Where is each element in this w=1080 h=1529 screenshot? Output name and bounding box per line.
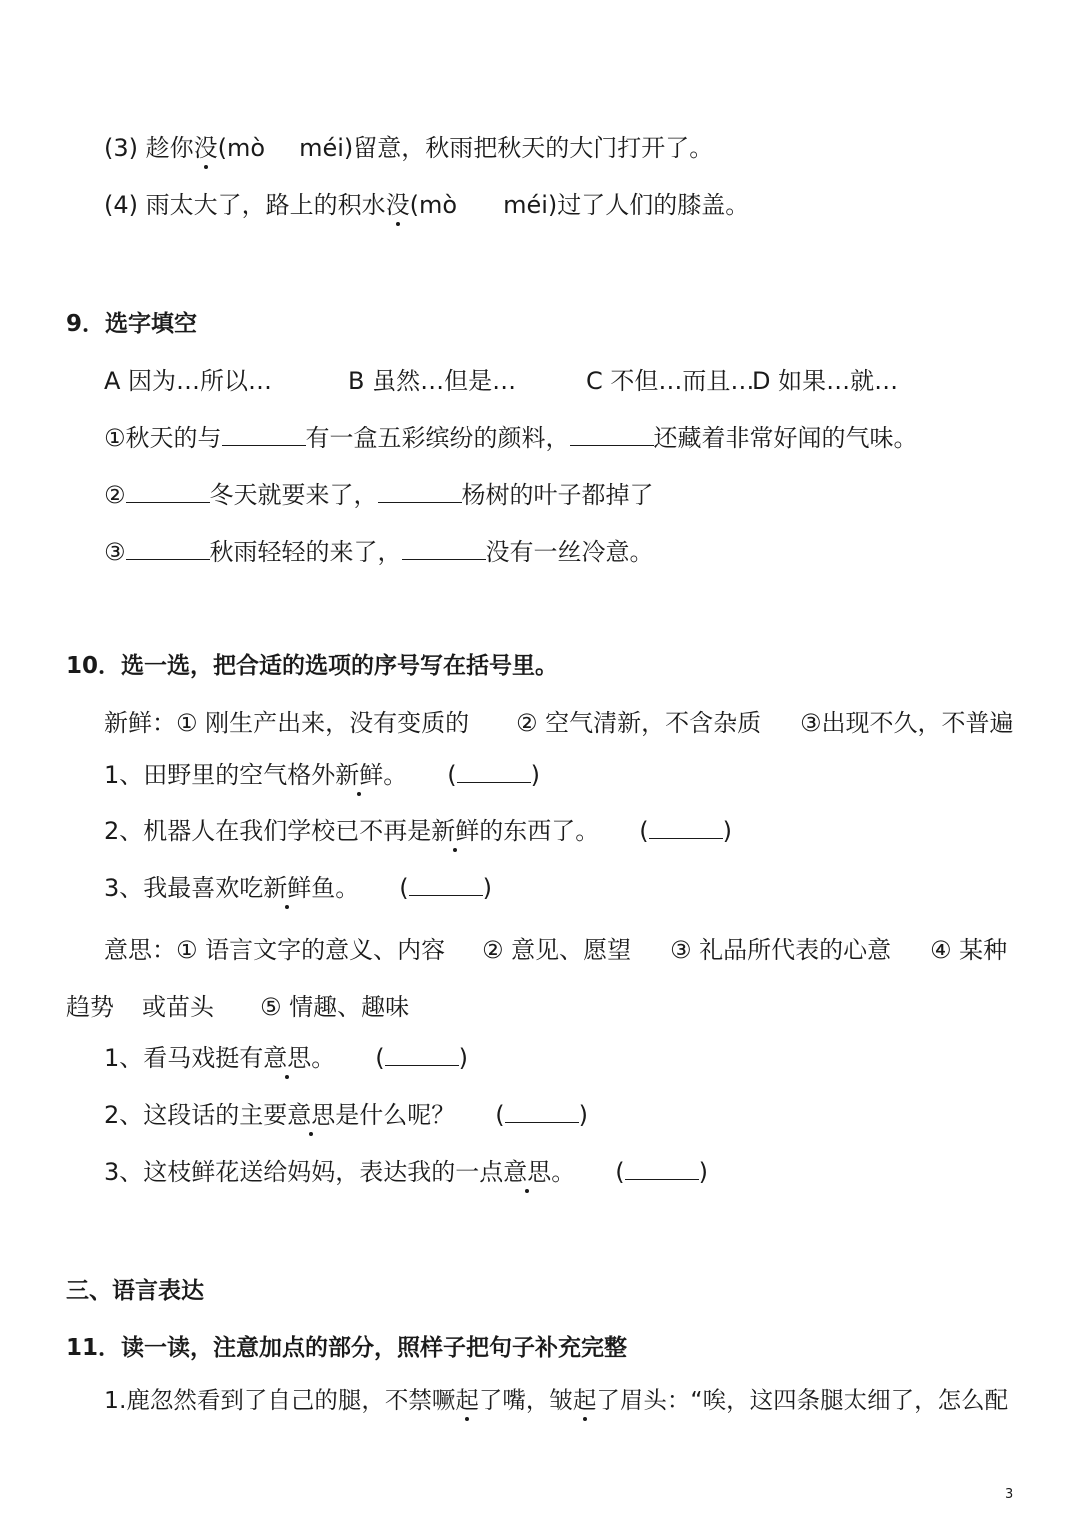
fill-blank[interactable] <box>378 480 462 503</box>
q9-sentence-2 <box>104 480 654 510</box>
yisi-def-4: ④ 某种 <box>930 936 1008 964</box>
fill-blank[interactable] <box>126 537 210 560</box>
q9-option-c: C 不但…而且… <box>586 367 755 395</box>
answer-blank[interactable] <box>649 816 723 839</box>
item-text: 3、这枝鲜花送给妈妈，表达我的一点 <box>104 1158 504 1186</box>
q9-option-d: D 如果…就… <box>752 367 899 395</box>
pinyin-option-a: (mò <box>409 191 458 219</box>
answer-blank[interactable] <box>505 1100 579 1123</box>
xinxian-def-3: ③出现不久，不普遍 <box>800 709 1014 737</box>
item-text-end: 。 <box>383 761 408 789</box>
q8-item-4-pre: (4) 雨太大了，路上的积水 <box>104 191 386 219</box>
paren-left: ( <box>615 1158 625 1186</box>
q9-sentence-1-part-b: 有一盒五彩缤纷的颜料， <box>305 424 570 452</box>
answer-blank[interactable] <box>625 1157 699 1180</box>
q8-item-4-post: 过了人们的膝盖。 <box>557 191 750 219</box>
item-text-end: 的东西了。 <box>479 817 600 845</box>
paren-left: ( <box>639 817 649 845</box>
q9-sentence-1-part-a: ①秋天的与 <box>104 424 222 452</box>
dotted-word: 新鲜 <box>263 874 312 902</box>
q9-sentence-3-part-b: 秋雨轻轻的来了， <box>209 538 402 566</box>
q9-option-a: A 因为…所以… <box>104 367 273 395</box>
q9-sentence-3 <box>104 537 654 567</box>
paren-left: ( <box>399 874 409 902</box>
paren-right: ) <box>698 1158 709 1186</box>
item-text-end: 。 <box>551 1158 576 1186</box>
item-text: 1、田野里的空气格外 <box>104 761 336 789</box>
item-text-end: 是什么呢？ <box>335 1101 456 1129</box>
q11-text-c: 眉头：“唉，这四条腿太细了，怎么配 <box>619 1386 1009 1414</box>
item-text: 1、看马戏挺有 <box>104 1044 264 1072</box>
yisi-def-3: ③ 礼品所代表的心意 <box>670 936 892 964</box>
fill-blank[interactable] <box>570 423 654 446</box>
paren-right: ) <box>722 817 733 845</box>
item-text: 2、机器人在我们学校已不再是 <box>104 817 432 845</box>
q10-title: 10．选一选，把合适的选项的序号写在括号里。 <box>66 653 559 679</box>
xinxian-def-1: 新鲜：① 刚生产出来，没有变质的 <box>104 709 470 737</box>
dotted-word: 意思 <box>263 1044 312 1072</box>
paren-left: ( <box>375 1044 385 1072</box>
q9-title: 9．选字填空 <box>66 311 198 337</box>
answer-blank[interactable] <box>385 1043 459 1066</box>
yisi-def-4-cont: 趋势 <box>66 993 114 1021</box>
q11-text-a: 1.鹿忽然看到了自己的腿，不禁 <box>104 1386 432 1414</box>
paren-right: ) <box>578 1101 589 1129</box>
pinyin-option-b: méi) <box>299 134 354 162</box>
xinxian-def-2: ② 空气清新，不含杂质 <box>516 709 762 737</box>
yisi-item-1 <box>104 1043 468 1073</box>
q9-sentence-1-part-c: 还藏着非常好闻的气味。 <box>653 424 918 452</box>
pinyin-option-b: méi) <box>503 191 558 219</box>
fill-blank[interactable] <box>402 537 486 560</box>
q9-sentence-3-part-a: ③ <box>104 538 126 566</box>
dotted-phrase: 噘起了 <box>431 1386 503 1414</box>
pinyin-option-a: (mò <box>217 134 266 162</box>
yisi-def-4-cont-2: 或苗头 <box>142 993 214 1021</box>
paren-left: ( <box>447 761 457 789</box>
paren-right: ) <box>482 874 493 902</box>
dotted-word: 新鲜 <box>431 817 480 845</box>
yisi-def-5: ⑤ 情趣、趣味 <box>260 993 410 1021</box>
q8-item-3-pre: (3) 趁你 <box>104 134 194 162</box>
item-text: 3、我最喜欢吃 <box>104 874 264 902</box>
dotted-char: 没 <box>385 191 410 219</box>
q9-sentence-1 <box>104 423 918 453</box>
answer-blank[interactable] <box>409 873 483 896</box>
paren-right: ) <box>458 1044 469 1072</box>
item-text-end: 。 <box>311 1044 336 1072</box>
xinxian-item-1 <box>104 760 540 790</box>
dotted-word: 新鲜 <box>335 761 384 789</box>
xinxian-item-3 <box>104 873 492 903</box>
dotted-word: 意思 <box>503 1158 552 1186</box>
answer-blank[interactable] <box>457 760 531 783</box>
yisi-item-2 <box>104 1100 588 1130</box>
dotted-phrase: 皱起了 <box>549 1386 620 1414</box>
q9-sentence-3-part-c: 没有一丝冷意。 <box>485 538 654 566</box>
paren-right: ) <box>530 761 541 789</box>
q11-title: 11．读一读，注意加点的部分，照样子把句子补充完整 <box>66 1335 628 1361</box>
q11-text-b: 嘴， <box>502 1386 550 1414</box>
fill-blank[interactable] <box>222 423 306 446</box>
q8-item-3 <box>104 133 713 163</box>
item-text-end: 鱼。 <box>311 874 360 902</box>
q11-line-1 <box>104 1385 1008 1415</box>
q9-sentence-2-part-a: ② <box>104 481 126 509</box>
xinxian-item-2 <box>104 816 732 846</box>
page-number: 3 <box>1005 1487 1014 1502</box>
q9-option-b: B 虽然…但是… <box>348 367 517 395</box>
q9-sentence-2-part-c: 杨树的叶子都掉了 <box>461 481 654 509</box>
paren-left: ( <box>495 1101 505 1129</box>
dotted-char: 没 <box>193 134 218 162</box>
fill-blank[interactable] <box>126 480 210 503</box>
section-3-title: 三、语言表达 <box>66 1278 204 1304</box>
dotted-word: 意思 <box>287 1101 336 1129</box>
yisi-def-1: 意思：① 语言文字的意义、内容 <box>104 936 446 964</box>
yisi-def-2: ② 意见、愿望 <box>482 936 632 964</box>
q9-sentence-2-part-b: 冬天就要来了， <box>209 481 378 509</box>
q8-item-4 <box>104 190 749 220</box>
item-text: 2、这段话的主要 <box>104 1101 288 1129</box>
q8-item-3-post: 留意，秋雨把秋天的大门打开了。 <box>353 134 714 162</box>
yisi-item-3 <box>104 1157 708 1187</box>
